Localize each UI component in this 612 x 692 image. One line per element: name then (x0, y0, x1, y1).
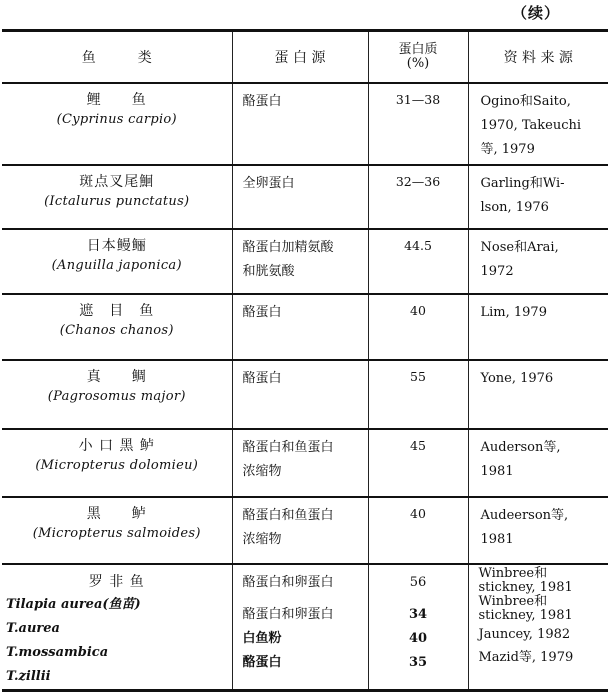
fish-cell (2, 360, 232, 429)
source-line: 和胱氨酸 (242, 264, 295, 279)
source-cell (232, 429, 368, 497)
fish-latin: T.mossambica (6, 645, 109, 660)
fish-cell (2, 429, 232, 497)
fish-cn: 罗 非 鱼 (88, 574, 145, 590)
table-row (2, 229, 608, 294)
fish-latin: (Ictalurus punctatus) (44, 194, 190, 209)
protein-value (368, 564, 468, 691)
fish-cn: 真 鲷 (86, 369, 147, 385)
fish-latin: (Anguilla japonica) (51, 258, 182, 273)
protein-value: 35 (408, 655, 428, 670)
ref-line: Ogino和Saito, (480, 94, 571, 109)
source-line: 酪蛋白和卵蛋白 (242, 607, 334, 622)
ref-line: stickney, 1981 (478, 608, 573, 623)
source-line: 浓缩物 (242, 464, 282, 479)
spacer (369, 595, 468, 603)
header-reference: 资 料 来 源 (468, 31, 608, 84)
table-row (2, 83, 608, 165)
source-line: 白鱼粉 (242, 631, 282, 646)
ref-line: Lim, 1979 (480, 305, 547, 320)
ref-line: Audeerson等, (480, 508, 569, 523)
fish-cell (2, 294, 232, 360)
fish-cell (2, 229, 232, 294)
reference-cell (468, 497, 608, 564)
fish-latin: (Chanos chanos) (59, 323, 174, 338)
fish-cell (2, 564, 232, 691)
source-cell: 全卵蛋白 (232, 165, 368, 229)
fish-latin: (Cyprinus carpio) (56, 112, 177, 127)
ref-line: 1981 (480, 532, 514, 547)
protein-value: 34 (408, 607, 428, 622)
fish-cn: 小 口 黑 鲈 (78, 438, 155, 454)
source-line: 浓缩物 (242, 532, 282, 547)
header-fish: 鱼 类 (81, 50, 152, 66)
reference-cell (468, 83, 608, 165)
source-cell: 酪蛋白 (232, 83, 368, 165)
source-line: 酪蛋白和鱼蛋白 (242, 440, 334, 455)
ref-line: lson, 1976 (480, 200, 549, 215)
protein-value: 45 (368, 429, 468, 497)
ref-line: 1972 (480, 264, 514, 279)
ref-line: Winbree和 (478, 566, 548, 581)
reference-cell (468, 429, 608, 497)
header-source: 蛋 白 源 (232, 31, 368, 84)
protein-value: 55 (368, 360, 468, 429)
source-line: 酪蛋白和鱼蛋白 (242, 508, 334, 523)
reference-cell (468, 294, 608, 360)
fish-cn: 黑 鲈 (86, 506, 147, 522)
ref-line: Mazid等, 1979 (478, 650, 574, 665)
fish-latin: Tilapia aurea(鱼苗) (6, 597, 141, 612)
ref-line: Jauncey, 1982 (478, 627, 571, 642)
protein-value: 44.5 (368, 229, 468, 294)
protein-value: 40 (368, 497, 468, 564)
ref-line: Winbree和 (478, 594, 548, 609)
ref-line: Yone, 1976 (480, 371, 554, 386)
protein-value: 31—38 (368, 83, 468, 165)
fish-latin: (Micropterus salmoides) (32, 526, 201, 541)
fish-cell (2, 497, 232, 564)
protein-value: 40 (408, 631, 428, 646)
continued-label: （续） (511, 4, 560, 22)
protein-value: 40 (368, 294, 468, 360)
table-row (2, 497, 608, 564)
fish-cn: 鲤 鱼 (86, 92, 147, 108)
fish-latin: T.aurea (6, 621, 60, 636)
protein-value: 56 (409, 575, 427, 590)
ref-line: stickney, 1981 (478, 580, 573, 595)
table-row (2, 165, 608, 229)
header-protein (368, 31, 468, 84)
source-line: 酪蛋白 (242, 655, 282, 670)
header-protein-top: 蛋白质 (398, 42, 438, 57)
source-cell: 酪蛋白 (232, 294, 368, 360)
reference-cell (468, 229, 608, 294)
source-cell: 酪蛋白 (232, 360, 368, 429)
header-protein-unit: (%) (406, 56, 430, 71)
table-row (2, 294, 608, 360)
fish-cell (2, 83, 232, 165)
source-cell (232, 564, 368, 691)
table-row (2, 429, 608, 497)
source-line: 酪蛋白加精氨酸 (242, 240, 334, 255)
protein-requirement-table (2, 29, 608, 692)
fish-latin: T.zillii (6, 669, 51, 684)
fish-cn: 斑点叉尾鮰 (79, 174, 155, 190)
ref-line: Auderson等, (480, 440, 561, 455)
spacer (243, 595, 368, 603)
fish-cn: 日本鳗鲡 (86, 238, 147, 254)
source-line: 酪蛋白和卵蛋白 (242, 575, 334, 590)
fish-latin: (Pagrosomus major) (47, 389, 186, 404)
fish-cn: 遮 目 鱼 (79, 303, 155, 319)
table-row (2, 360, 608, 429)
ref-line: Nose和Arai, (480, 240, 559, 255)
fish-latin: (Micropterus dolomieu) (35, 458, 199, 473)
ref-line: 1981 (480, 464, 514, 479)
header-row (2, 31, 608, 84)
source-cell (232, 497, 368, 564)
ref-line: Garling和Wi- (480, 176, 565, 191)
protein-value: 32—36 (368, 165, 468, 229)
ref-line: 1970, Takeuchi (480, 118, 582, 133)
reference-cell (468, 360, 608, 429)
table-row-tilapia (2, 564, 608, 691)
source-cell (232, 229, 368, 294)
reference-cell (468, 564, 608, 691)
fish-cell (2, 165, 232, 229)
ref-line: 等, 1979 (480, 142, 535, 157)
reference-cell (468, 165, 608, 229)
